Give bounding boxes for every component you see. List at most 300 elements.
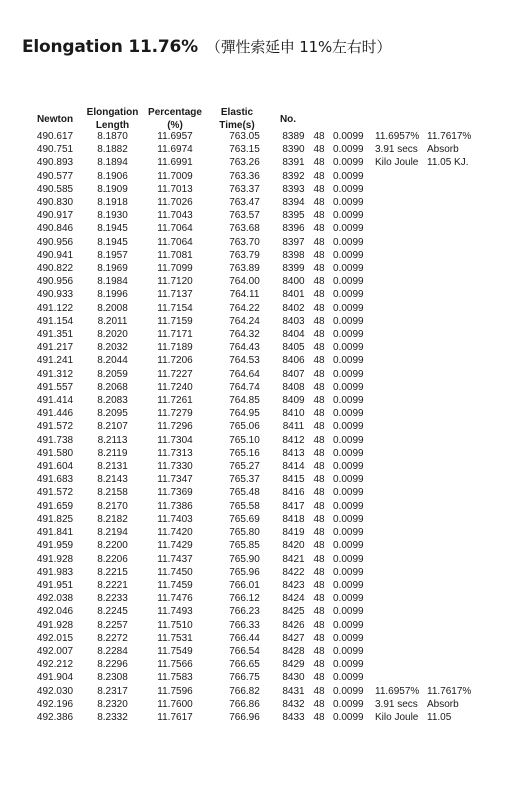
table-row <box>28 553 477 566</box>
cell-col-48: 48 <box>313 236 325 248</box>
cell-elongation-length: 8.1894 <box>97 157 128 169</box>
cell-summary-a <box>375 420 427 433</box>
cell-summary-a: 11.6957% <box>375 131 420 142</box>
cell-col-0099: 0.0099 <box>333 421 364 433</box>
cell-newton: 491.312 <box>36 368 74 380</box>
cell-percentage: 11.7420 <box>157 527 193 539</box>
cell-col-48: 48 <box>313 408 325 420</box>
cell-elongation-length: 8.2317 <box>97 685 128 697</box>
cell-summary-a <box>375 460 427 473</box>
header-elongation-line2: Length <box>95 120 130 131</box>
cell-newton: 492.386 <box>36 711 74 723</box>
cell-summary-b <box>427 632 477 645</box>
cell-percentage: 11.7510 <box>157 619 193 631</box>
table-row <box>28 605 477 618</box>
cell-elongation-length: 8.1882 <box>97 144 128 156</box>
cell-no: 8396 <box>282 223 305 235</box>
cell-col-0099: 0.0099 <box>333 315 364 327</box>
cell-summary-b <box>427 566 477 579</box>
cell-elastic-time: 763.57 <box>229 210 260 222</box>
cell-percentage: 11.7261 <box>157 395 193 407</box>
cell-percentage: 11.7043 <box>157 210 193 222</box>
cell-summary-b <box>427 354 477 367</box>
cell-summary-b <box>427 473 477 486</box>
cell-summary-b <box>427 394 477 407</box>
cell-summary-a <box>375 526 427 539</box>
cell-elongation-length: 8.1870 <box>97 131 128 142</box>
cell-no: 8403 <box>282 315 305 327</box>
cell-no: 8432 <box>282 698 305 710</box>
header-elastic-line1: Elastic <box>220 107 254 118</box>
cell-percentage: 11.7313 <box>157 447 193 459</box>
cell-summary-a <box>375 381 427 394</box>
cell-elastic-time: 763.05 <box>229 131 260 142</box>
cell-elastic-time: 765.16 <box>229 447 260 459</box>
cell-summary-b <box>427 222 477 235</box>
cell-no: 8426 <box>282 619 305 631</box>
cell-elongation-length: 8.2200 <box>97 540 128 552</box>
cell-col-0099: 0.0099 <box>333 263 364 275</box>
table-row <box>28 407 477 420</box>
cell-percentage: 11.7437 <box>157 553 193 565</box>
cell-percentage: 11.7304 <box>157 434 193 446</box>
cell-newton: 491.122 <box>36 302 74 314</box>
cell-percentage: 11.7120 <box>157 276 193 288</box>
cell-col-48: 48 <box>313 619 325 631</box>
cell-col-0099: 0.0099 <box>333 685 364 697</box>
cell-col-0099: 0.0099 <box>333 183 364 195</box>
cell-elastic-time: 763.89 <box>229 263 260 275</box>
cell-percentage: 11.7206 <box>157 355 193 367</box>
cell-newton: 491.738 <box>36 434 74 446</box>
cell-newton: 490.893 <box>36 157 74 169</box>
cell-col-48: 48 <box>313 289 325 301</box>
cell-no: 8399 <box>282 263 305 275</box>
cell-col-0099: 0.0099 <box>333 500 364 512</box>
cell-elastic-time: 765.69 <box>229 513 260 525</box>
data-table-body <box>28 130 477 724</box>
cell-summary-a <box>375 328 427 341</box>
cell-summary-a <box>375 632 427 645</box>
cell-elongation-length: 8.2320 <box>97 698 128 710</box>
cell-elastic-time: 765.27 <box>229 461 260 473</box>
cell-elastic-time: 766.01 <box>229 579 260 591</box>
cell-col-48: 48 <box>313 593 325 605</box>
cell-col-0099: 0.0099 <box>333 672 364 684</box>
cell-percentage: 11.7566 <box>157 659 193 671</box>
cell-no: 8418 <box>282 513 305 525</box>
cell-elastic-time: 765.96 <box>229 566 260 578</box>
table-row <box>28 619 477 632</box>
cell-summary-b <box>427 328 477 341</box>
cell-percentage: 11.7596 <box>157 685 193 697</box>
cell-no: 8409 <box>282 395 305 407</box>
cell-percentage: 11.7154 <box>157 302 193 314</box>
cell-no: 8431 <box>282 685 305 697</box>
cell-newton: 492.038 <box>36 593 74 605</box>
cell-percentage: 11.7617 <box>157 711 193 723</box>
cell-no: 8410 <box>282 408 305 420</box>
cell-newton: 492.015 <box>36 632 74 644</box>
cell-elastic-time: 763.79 <box>229 249 260 261</box>
cell-col-48: 48 <box>313 210 325 222</box>
cell-newton: 492.030 <box>36 685 74 697</box>
cell-elastic-time: 766.86 <box>229 698 260 710</box>
cell-col-48: 48 <box>313 197 325 209</box>
cell-newton: 491.580 <box>36 447 74 459</box>
cell-percentage: 11.7240 <box>157 381 193 393</box>
cell-elongation-length: 8.1945 <box>97 236 128 248</box>
cell-summary-a <box>375 605 427 618</box>
cell-newton: 491.557 <box>36 381 74 393</box>
cell-summary-b: 11.7617% <box>427 685 472 697</box>
cell-newton: 491.414 <box>36 395 74 407</box>
cell-no: 8393 <box>282 183 305 195</box>
cell-no: 8408 <box>282 381 305 393</box>
cell-elongation-length: 8.1909 <box>97 183 128 195</box>
cell-percentage: 11.7330 <box>157 461 193 473</box>
header-no: No. <box>279 114 297 125</box>
cell-col-0099: 0.0099 <box>333 236 364 248</box>
cell-no: 8398 <box>282 249 305 261</box>
cell-summary-b: 11.05 KJ. <box>427 157 469 169</box>
cell-elongation-length: 8.2083 <box>97 395 128 407</box>
table-row <box>28 368 477 381</box>
table-row <box>28 539 477 552</box>
cell-elastic-time: 764.11 <box>229 289 260 301</box>
cell-elongation-length: 8.2068 <box>97 381 128 393</box>
cell-elongation-length: 8.2170 <box>97 500 128 512</box>
cell-col-0099: 0.0099 <box>333 197 364 209</box>
cell-summary-a <box>375 368 427 381</box>
table-row <box>28 460 477 473</box>
cell-no: 8430 <box>282 672 305 684</box>
cell-newton: 490.941 <box>36 249 74 261</box>
cell-summary-b <box>427 486 477 499</box>
cell-summary-a <box>375 196 427 209</box>
cell-elastic-time: 766.65 <box>229 659 260 671</box>
cell-summary-b <box>427 420 477 433</box>
cell-col-0099: 0.0099 <box>333 461 364 473</box>
cell-summary-b <box>427 249 477 262</box>
cell-percentage: 11.6991 <box>157 157 193 169</box>
cell-percentage: 11.7081 <box>157 249 193 261</box>
cell-newton: 491.825 <box>36 513 74 525</box>
cell-col-0099: 0.0099 <box>333 289 364 301</box>
cell-summary-a: Kilo Joule <box>375 157 419 169</box>
cell-col-48: 48 <box>313 342 325 354</box>
cell-summary-b <box>427 341 477 354</box>
cell-percentage: 11.7296 <box>157 421 193 433</box>
cell-no: 8429 <box>282 659 305 671</box>
cell-col-48: 48 <box>313 157 325 169</box>
cell-summary-a <box>375 236 427 249</box>
cell-elongation-length: 8.2194 <box>97 527 128 539</box>
table-row <box>28 671 477 684</box>
cell-col-0099: 0.0099 <box>333 474 364 486</box>
cell-col-48: 48 <box>313 368 325 380</box>
cell-elastic-time: 766.75 <box>229 672 260 684</box>
cell-col-48: 48 <box>313 540 325 552</box>
cell-newton: 490.933 <box>36 289 74 301</box>
cell-col-0099: 0.0099 <box>333 513 364 525</box>
cell-elongation-length: 8.2020 <box>97 329 128 341</box>
table-row <box>28 486 477 499</box>
cell-elongation-length: 8.1984 <box>97 276 128 288</box>
cell-summary-a <box>375 209 427 222</box>
cell-summary-a <box>375 500 427 513</box>
cell-elastic-time: 764.24 <box>229 315 260 327</box>
data-table <box>28 130 477 724</box>
cell-col-48: 48 <box>313 685 325 697</box>
cell-no: 8413 <box>282 447 305 459</box>
cell-percentage: 11.7009 <box>157 170 193 182</box>
cell-summary-a <box>375 275 427 288</box>
cell-percentage: 11.7013 <box>157 183 193 195</box>
cell-no: 8392 <box>282 170 305 182</box>
cell-elongation-length: 8.2044 <box>97 355 128 367</box>
cell-elongation-length: 8.1918 <box>97 197 128 209</box>
cell-summary-b <box>427 619 477 632</box>
cell-col-48: 48 <box>313 645 325 657</box>
table-row <box>28 341 477 354</box>
cell-no: 8428 <box>282 645 305 657</box>
cell-col-0099: 0.0099 <box>333 210 364 222</box>
cell-elongation-length: 8.1969 <box>97 263 128 275</box>
cell-elastic-time: 763.26 <box>229 157 260 169</box>
cell-summary-b <box>427 170 477 183</box>
cell-elongation-length: 8.2257 <box>97 619 128 631</box>
cell-percentage: 11.7583 <box>157 672 193 684</box>
header-elongation-length <box>82 106 143 132</box>
cell-newton: 491.904 <box>36 672 74 684</box>
cell-percentage: 11.7227 <box>157 368 193 380</box>
table-row <box>28 262 477 275</box>
cell-newton: 492.007 <box>36 645 74 657</box>
cell-percentage: 11.7159 <box>157 315 193 327</box>
cell-no: 8407 <box>282 368 305 380</box>
cell-summary-b <box>427 275 477 288</box>
cell-newton: 491.983 <box>36 566 74 578</box>
header-percentage-line2: (%) <box>167 120 183 131</box>
cell-newton: 490.846 <box>36 223 74 235</box>
table-row <box>28 288 477 301</box>
cell-summary-b <box>427 407 477 420</box>
cell-summary-a <box>375 539 427 552</box>
table-row <box>28 143 477 156</box>
table-row <box>28 156 477 169</box>
cell-percentage: 11.7493 <box>157 606 193 618</box>
cell-elastic-time: 763.47 <box>229 197 260 209</box>
cell-col-0099: 0.0099 <box>333 131 364 142</box>
cell-newton: 490.751 <box>36 144 74 156</box>
cell-summary-a <box>375 619 427 632</box>
cell-summary-a <box>375 553 427 566</box>
cell-col-48: 48 <box>313 302 325 314</box>
cell-elastic-time: 765.37 <box>229 474 260 486</box>
cell-summary-b: Absorb <box>427 698 459 710</box>
cell-summary-a <box>375 658 427 671</box>
cell-newton: 491.604 <box>36 461 74 473</box>
cell-elastic-time: 764.22 <box>229 302 260 314</box>
cell-elongation-length: 8.2158 <box>97 487 128 499</box>
cell-col-48: 48 <box>313 698 325 710</box>
cell-no: 8420 <box>282 540 305 552</box>
cell-summary-a <box>375 579 427 592</box>
cell-summary-a: 11.6957% <box>375 685 420 697</box>
cell-newton: 491.446 <box>36 408 74 420</box>
cell-newton: 491.959 <box>36 540 74 552</box>
cell-percentage: 11.7450 <box>157 566 193 578</box>
cell-summary-b: 11.05 <box>427 711 452 723</box>
table-row <box>28 473 477 486</box>
table-row <box>28 447 477 460</box>
cell-elongation-length: 8.2215 <box>97 566 128 578</box>
cell-no: 8419 <box>282 527 305 539</box>
subtitle-text: （彈性索延申 11%左右时） <box>205 38 392 56</box>
cell-summary-b <box>427 315 477 328</box>
cell-percentage: 11.7137 <box>157 289 193 301</box>
cell-summary-a <box>375 486 427 499</box>
cell-percentage: 11.7459 <box>157 579 193 591</box>
cell-no: 8417 <box>282 500 305 512</box>
table-row <box>28 592 477 605</box>
cell-summary-b <box>427 513 477 526</box>
cell-summary-b <box>427 553 477 566</box>
table-row <box>28 236 477 249</box>
cell-no: 8416 <box>282 487 305 499</box>
cell-elongation-length: 8.2131 <box>97 461 128 473</box>
cell-col-48: 48 <box>313 329 325 341</box>
cell-newton: 491.217 <box>36 342 74 354</box>
table-row <box>28 328 477 341</box>
cell-col-48: 48 <box>313 579 325 591</box>
cell-summary-b: 11.7617% <box>427 131 472 142</box>
cell-summary-a <box>375 315 427 328</box>
cell-no: 8412 <box>282 434 305 446</box>
cell-percentage: 11.7064 <box>157 236 193 248</box>
cell-percentage: 11.7189 <box>157 342 193 354</box>
cell-col-48: 48 <box>313 474 325 486</box>
cell-newton: 491.572 <box>36 487 74 499</box>
cell-no: 8424 <box>282 593 305 605</box>
cell-col-48: 48 <box>313 249 325 261</box>
cell-col-48: 48 <box>313 447 325 459</box>
table-row <box>28 566 477 579</box>
cell-summary-b <box>427 368 477 381</box>
cell-elongation-length: 8.1930 <box>97 210 128 222</box>
cell-elongation-length: 8.2143 <box>97 474 128 486</box>
cell-summary-a <box>375 592 427 605</box>
cell-elastic-time: 766.82 <box>229 685 260 697</box>
cell-percentage: 11.7064 <box>157 223 193 235</box>
cell-newton: 490.917 <box>36 210 74 222</box>
cell-elongation-length: 8.2245 <box>97 606 128 618</box>
cell-elongation-length: 8.2206 <box>97 553 128 565</box>
cell-elastic-time: 764.95 <box>229 408 260 420</box>
cell-col-48: 48 <box>313 500 325 512</box>
cell-summary-b <box>427 196 477 209</box>
cell-elongation-length: 8.2113 <box>97 434 128 446</box>
cell-col-48: 48 <box>313 513 325 525</box>
cell-col-48: 48 <box>313 659 325 671</box>
cell-col-0099: 0.0099 <box>333 276 364 288</box>
table-row <box>28 526 477 539</box>
cell-col-48: 48 <box>313 527 325 539</box>
cell-summary-b <box>427 671 477 684</box>
cell-newton: 490.577 <box>36 170 74 182</box>
cell-elastic-time: 765.85 <box>229 540 260 552</box>
cell-col-0099: 0.0099 <box>333 632 364 644</box>
cell-newton: 491.928 <box>36 619 74 631</box>
cell-col-0099: 0.0099 <box>333 249 364 261</box>
cell-newton: 490.956 <box>36 236 74 248</box>
cell-no: 8395 <box>282 210 305 222</box>
table-row <box>28 302 477 315</box>
cell-col-48: 48 <box>313 632 325 644</box>
cell-percentage: 11.7171 <box>157 329 193 341</box>
cell-newton: 490.822 <box>36 263 74 275</box>
cell-elongation-length: 8.2284 <box>97 645 128 657</box>
cell-newton: 492.212 <box>36 659 74 671</box>
cell-col-48: 48 <box>313 672 325 684</box>
cell-no: 8414 <box>282 461 305 473</box>
header-elastic-time <box>207 106 267 132</box>
cell-elastic-time: 764.85 <box>229 395 260 407</box>
cell-col-48: 48 <box>313 315 325 327</box>
cell-col-0099: 0.0099 <box>333 487 364 499</box>
cell-percentage: 11.7099 <box>157 263 193 275</box>
cell-summary-a <box>375 394 427 407</box>
cell-percentage: 11.6957 <box>157 131 193 142</box>
cell-elastic-time: 766.44 <box>229 632 260 644</box>
cell-col-0099: 0.0099 <box>333 395 364 407</box>
cell-summary-b <box>427 447 477 460</box>
cell-summary-b <box>427 658 477 671</box>
cell-summary-a <box>375 447 427 460</box>
cell-elongation-length: 8.1906 <box>97 170 128 182</box>
cell-newton: 490.617 <box>36 131 74 142</box>
cell-elastic-time: 764.00 <box>229 276 260 288</box>
cell-elongation-length: 8.2119 <box>97 447 128 459</box>
cell-no: 8401 <box>282 289 305 301</box>
cell-summary-b <box>427 381 477 394</box>
table-row <box>28 196 477 209</box>
cell-col-48: 48 <box>313 355 325 367</box>
header-elongation-line1: Elongation <box>86 107 139 118</box>
cell-percentage: 11.7429 <box>157 540 193 552</box>
cell-col-48: 48 <box>313 223 325 235</box>
cell-summary-a <box>375 288 427 301</box>
cell-summary-b: Absorb <box>427 144 459 156</box>
cell-newton: 491.572 <box>36 421 74 433</box>
cell-newton: 491.351 <box>36 329 74 341</box>
table-row <box>28 579 477 592</box>
cell-col-48: 48 <box>313 566 325 578</box>
cell-elastic-time: 765.80 <box>229 527 260 539</box>
cell-summary-a <box>375 302 427 315</box>
table-row <box>28 209 477 222</box>
cell-elastic-time: 764.74 <box>229 381 260 393</box>
cell-percentage: 11.6974 <box>157 144 193 156</box>
cell-col-0099: 0.0099 <box>333 553 364 565</box>
table-row <box>28 420 477 433</box>
cell-col-48: 48 <box>313 487 325 499</box>
cell-newton: 490.956 <box>36 276 74 288</box>
cell-summary-a: 3.91 secs <box>375 698 418 710</box>
cell-percentage: 11.7386 <box>157 500 193 512</box>
cell-summary-a <box>375 645 427 658</box>
